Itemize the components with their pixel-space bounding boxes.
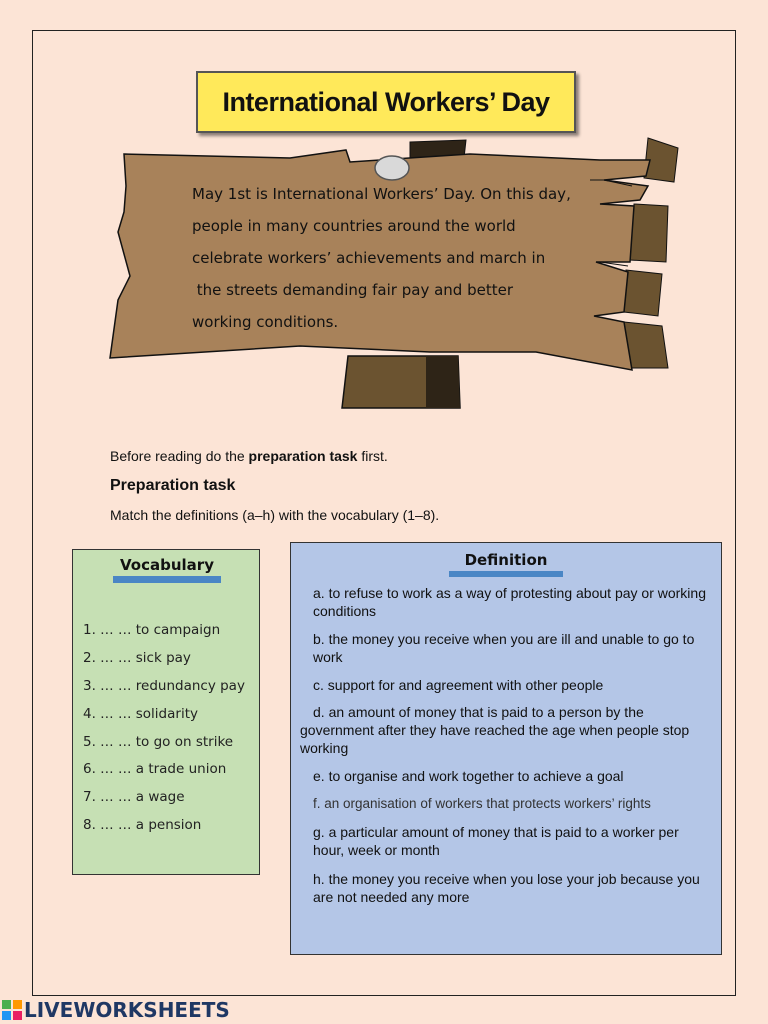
sign-text-line: May 1st is International Workers’ Day. On this day,	[192, 185, 571, 203]
intro-sentence	[110, 448, 388, 464]
vocabulary-item[interactable]: 3. … … redundancy pay	[83, 677, 245, 694]
vocabulary-item[interactable]: 6. … … a trade union	[83, 761, 227, 778]
sign-nail	[375, 156, 409, 180]
instruction-text: Match the definitions (a–h) with the vocabulary (1–8).	[110, 507, 440, 523]
sign-end-2	[630, 204, 668, 262]
vocabulary-item[interactable]: 1. … … to campaign	[83, 622, 221, 638]
page-title: International Workers’ Day	[196, 71, 576, 133]
definition-item: f. an organisation of workers that protects workers’ rights	[313, 796, 651, 811]
vocabulary-box	[72, 549, 260, 875]
vocabulary-item[interactable]: 4. … … solidarity	[83, 705, 198, 722]
definition-item: d. an amount of money that is paid to a person by the government after they have reached the age when people stop working	[300, 704, 690, 756]
vocabulary-title: Vocabulary	[120, 556, 214, 574]
definition-item: b. the money you receive when you are ill and unable to go to work	[313, 631, 695, 665]
sign-text-line: working conditions.	[192, 313, 339, 331]
definition-box	[290, 542, 722, 955]
liveworksheets-logo-icon	[2, 1000, 22, 1020]
footer-brand-text: LIVEWORKSHEETS	[24, 998, 230, 1022]
definition-item: e. to organise and work together to achieve a goal	[313, 768, 624, 784]
sign-text-line: celebrate workers’ achievements and march in	[192, 249, 546, 267]
vocabulary-item[interactable]: 5. … … to go on strike	[83, 733, 234, 750]
definition-item: g. a particular amount of money that is paid to a worker per hour, week or month	[313, 824, 679, 858]
vocabulary-item[interactable]: 7. … … a wage	[83, 789, 185, 806]
sign-end-3	[624, 270, 662, 316]
sign-text-line: the streets demanding fair pay and better	[192, 281, 513, 299]
vocabulary-item[interactable]: 2. … … sick pay	[83, 649, 191, 666]
footer-brand[interactable]	[2, 998, 230, 1022]
sign-text-line: people in many countries around the world	[192, 217, 516, 235]
intro-prefix: Before reading do the	[110, 448, 249, 464]
definition-title: Definition	[464, 551, 548, 569]
vocabulary-title-underline	[113, 576, 221, 583]
intro-suffix: first.	[357, 448, 388, 464]
definition-item: c. support for and agreement with other people	[313, 677, 604, 693]
vocabulary-list	[83, 622, 245, 845]
sign-post-shadow	[426, 356, 460, 408]
intro-bold: preparation task	[248, 448, 358, 464]
definition-item: a. to refuse to work as a way of protesting about pay or working conditions	[313, 585, 706, 619]
preparation-task-heading: Preparation task	[110, 477, 236, 494]
sign-text	[192, 180, 612, 340]
definition-title-underline	[449, 571, 563, 577]
definition-item: h. the money you receive when you lose your job because you are not needed any more	[313, 871, 700, 905]
vocabulary-item[interactable]: 8. … … a pension	[83, 817, 202, 834]
